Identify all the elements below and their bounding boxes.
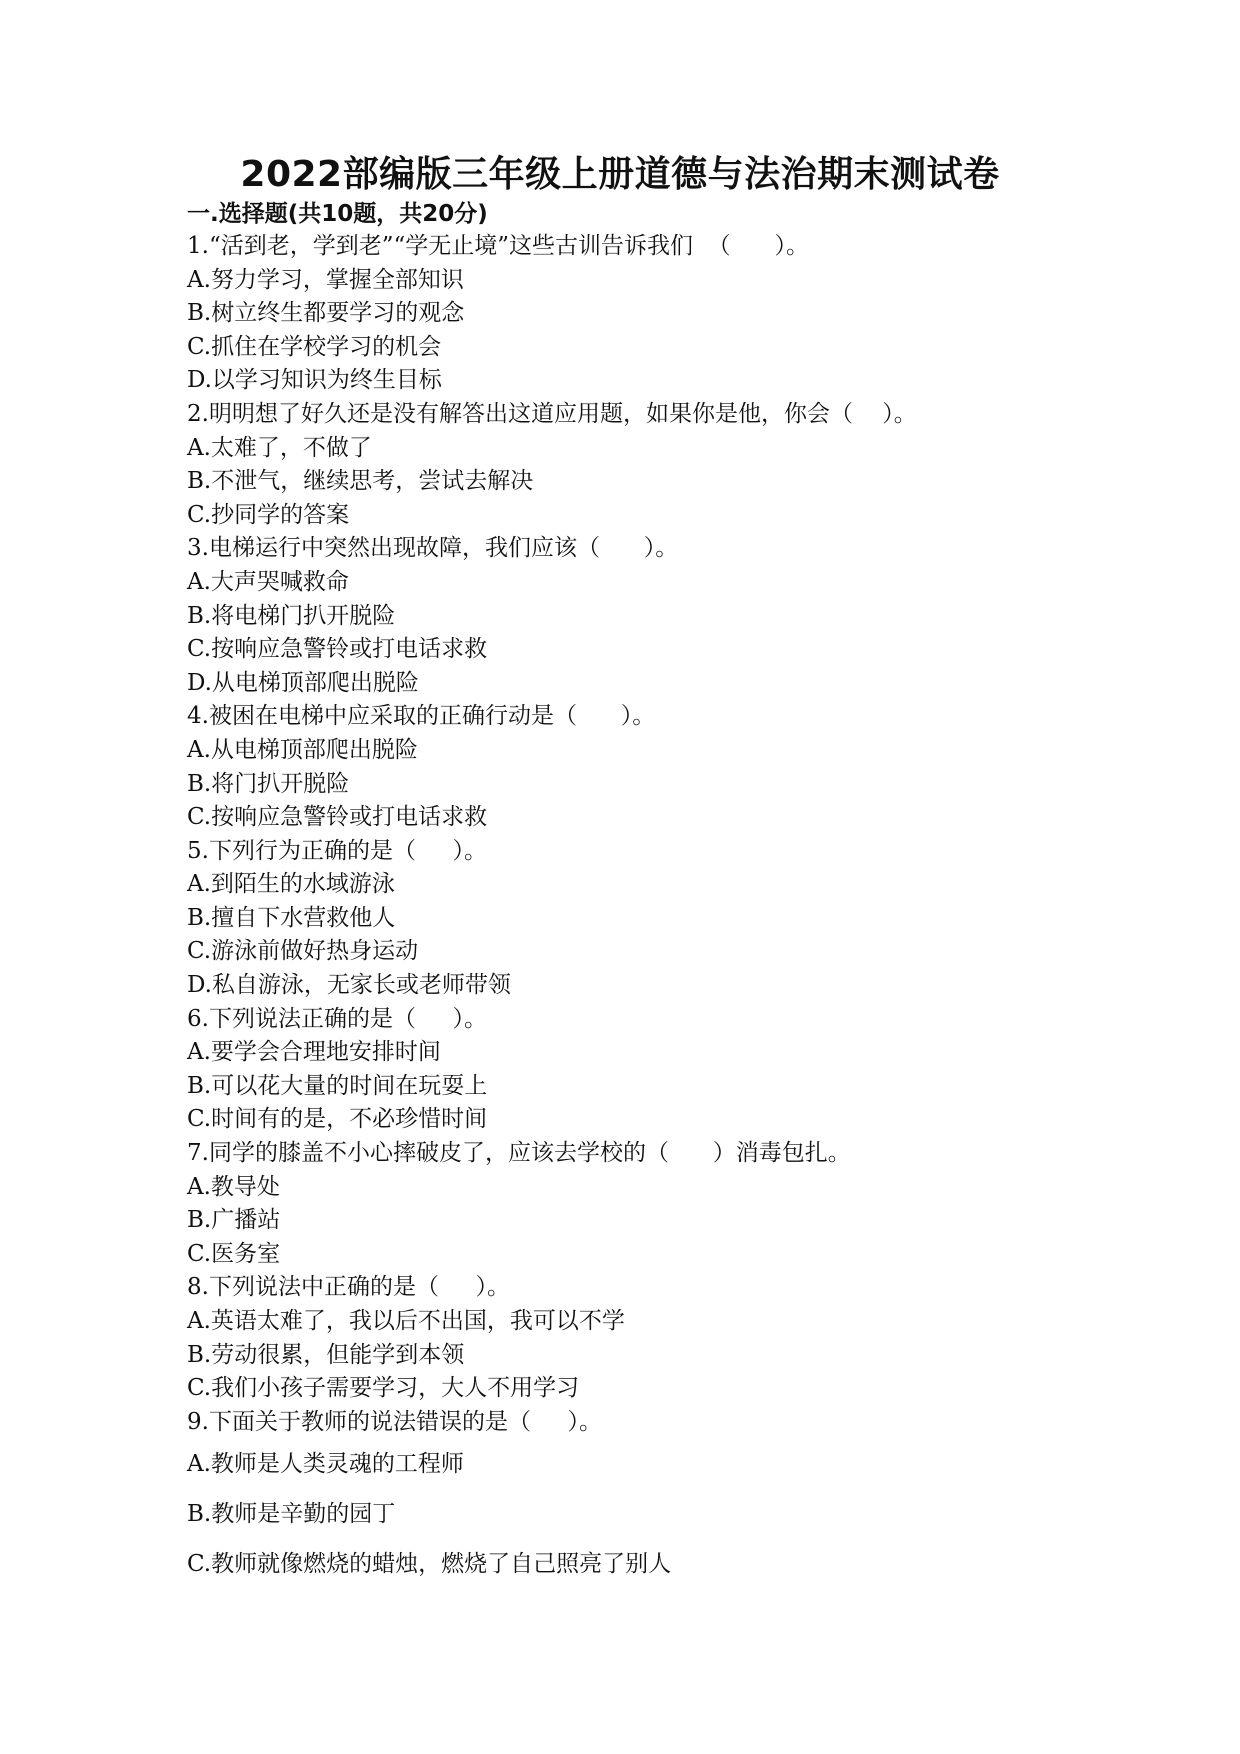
option-c: C.抓住在学校学习的机会: [187, 333, 442, 360]
option-d: D.以学习知识为终生目标: [187, 367, 442, 394]
option-b: B.将电梯门扒开脱险: [187, 602, 396, 629]
option-c: C.按响应急警铃或打电话求救: [187, 636, 488, 663]
option-a: A.教师是人类灵魂的工程师: [187, 1451, 464, 1478]
question-stem: 4.被困在电梯中应采取的正确行动是（ ）。: [187, 703, 656, 730]
question-stem: 2.明明想了好久还是没有解答出这道应用题，如果你是他，你会（ ）。: [187, 400, 917, 427]
question-stem: 3.电梯运行中突然出现故障，我们应该（ ）。: [187, 535, 679, 562]
option-c: C.抄同学的答案: [187, 501, 350, 528]
option-c: C.我们小孩子需要学习，大人不用学习: [187, 1375, 580, 1402]
question-stem: 5.下列行为正确的是（ ）。: [187, 837, 487, 864]
option-b: B.可以花大量的时间在玩耍上: [187, 1072, 488, 1099]
option-b: B.树立终生都要学习的观念: [187, 300, 465, 327]
section-heading: 一.选择题(共10题，共20分): [187, 201, 488, 227]
exam-title: 2022部编版三年级上册道德与法治期末测试卷: [240, 154, 1000, 195]
option-a: A.教导处: [187, 1173, 280, 1200]
question-stem: 1.“活到老，学到老”“学无止境”这些古训告诉我们 （ ）。: [187, 233, 809, 259]
option-c: C.按响应急警铃或打电话求救: [187, 804, 488, 831]
option-c: C.时间有的是，不必珍惜时间: [187, 1106, 488, 1133]
option-a: A.到陌生的水域游泳: [187, 871, 395, 898]
option-a: A.从电梯顶部爬出脱险: [187, 736, 418, 763]
option-b: B.广播站: [187, 1207, 281, 1234]
option-c: C.教师就像燃烧的蜡烛，燃烧了自己照亮了别人: [187, 1551, 672, 1578]
option-c: C.医务室: [187, 1240, 281, 1267]
question-stem: 8.下列说法中正确的是（ ）。: [187, 1274, 510, 1301]
option-b: B.教师是辛勤的园丁: [187, 1501, 396, 1528]
question-stem: 7.同学的膝盖不小心摔破皮了，应该去学校的（ ）消毒包扎。: [187, 1140, 851, 1167]
option-d: D.私自游泳，无家长或老师带领: [187, 972, 511, 999]
option-b: B.将门扒开脱险: [187, 770, 350, 797]
option-b: B.擅自下水营救他人: [187, 904, 396, 931]
option-a: A.太难了，不做了: [187, 434, 372, 461]
question-stem: 9.下面关于教师的说法错误的是（ ）。: [187, 1408, 602, 1435]
option-a: A.努力学习，掌握全部知识: [187, 266, 464, 293]
option-a: A.大声哭喊救命: [187, 568, 349, 595]
option-a: A.英语太难了，我以后不出国，我可以不学: [187, 1308, 625, 1334]
option-d: D.从电梯顶部爬出脱险: [187, 669, 419, 696]
option-c: C.游泳前做好热身运动: [187, 938, 419, 965]
option-b: B.劳动很累，但能学到本领: [187, 1341, 465, 1368]
option-a: A.要学会合理地安排时间: [187, 1039, 441, 1066]
option-b: B.不泄气，继续思考，尝试去解决: [187, 468, 534, 495]
question-stem: 6.下列说法正确的是（ ）。: [187, 1005, 487, 1032]
question-list: [187, 230, 1087, 1589]
